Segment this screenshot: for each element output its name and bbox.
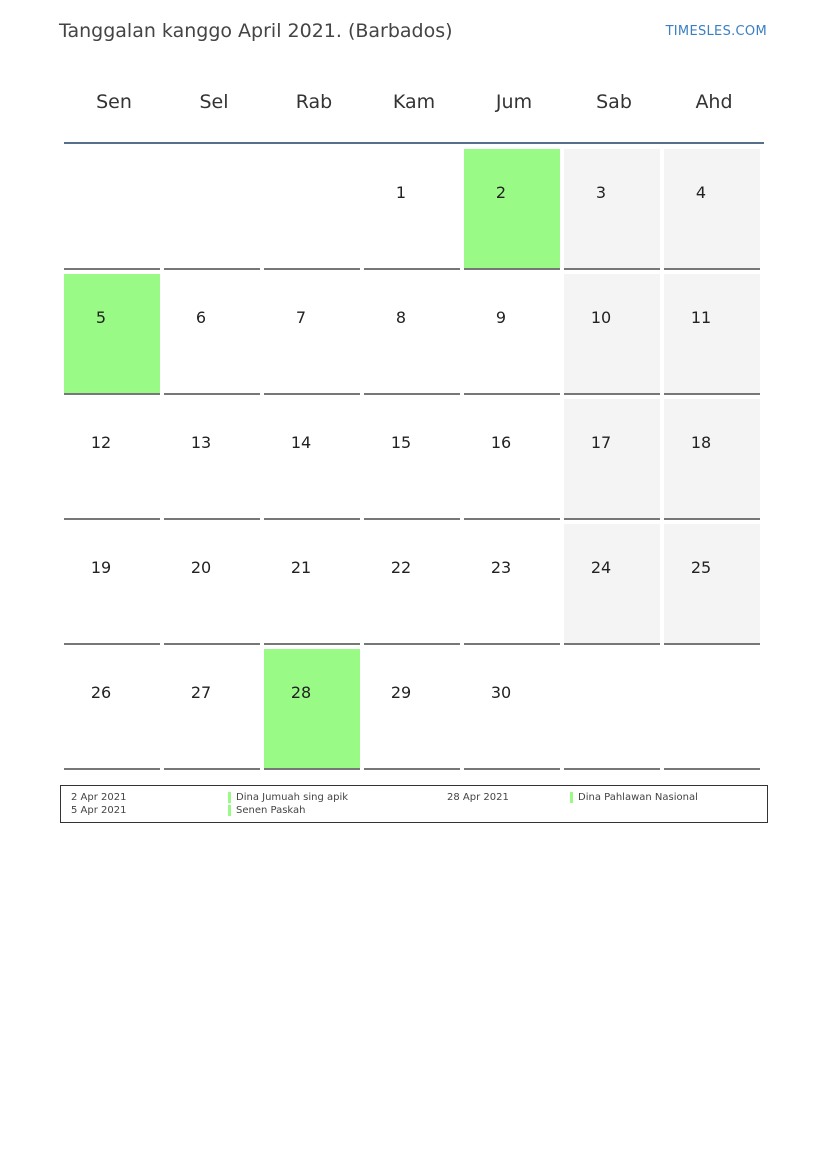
weekday-thu: Kam (392, 91, 436, 113)
legend-date-1: 2 Apr 2021 (71, 792, 127, 803)
weekday-header (64, 88, 764, 144)
day-number: 6 (195, 308, 207, 327)
day-number: 30 (490, 683, 512, 702)
day-number: 7 (295, 308, 307, 327)
day-number: 9 (495, 308, 507, 327)
empty-day-cell (664, 649, 760, 770)
legend-date-2: 5 Apr 2021 (71, 805, 127, 816)
day-cell[interactable] (364, 399, 460, 520)
day-cell[interactable] (564, 524, 660, 645)
day-cell[interactable] (564, 399, 660, 520)
legend-marker-3 (570, 792, 573, 803)
day-cell[interactable] (164, 649, 260, 770)
day-cell[interactable] (664, 524, 760, 645)
holiday-day-cell[interactable] (64, 274, 160, 395)
brand-link[interactable]: TIMESLES.COM (665, 24, 767, 39)
holiday-day-cell[interactable] (464, 149, 560, 270)
day-cell[interactable] (464, 524, 560, 645)
day-number: 5 (95, 308, 107, 327)
day-cell[interactable] (664, 149, 760, 270)
day-cell[interactable] (264, 399, 360, 520)
day-number: 24 (590, 558, 612, 577)
day-cell[interactable] (464, 649, 560, 770)
day-cell[interactable] (64, 524, 160, 645)
day-number: 26 (90, 683, 112, 702)
weekday-sun: Ahd (695, 91, 733, 113)
holiday-legend (60, 785, 768, 823)
day-cell[interactable] (664, 274, 760, 395)
day-cell[interactable] (64, 649, 160, 770)
day-cell[interactable] (364, 274, 460, 395)
day-cell[interactable] (664, 399, 760, 520)
day-cell[interactable] (364, 524, 460, 645)
empty-day-cell (564, 649, 660, 770)
day-cell[interactable] (264, 274, 360, 395)
day-cell[interactable] (364, 649, 460, 770)
weekday-fri: Jum (495, 91, 533, 113)
day-cell[interactable] (264, 524, 360, 645)
day-cell[interactable] (464, 399, 560, 520)
weekday-sat: Sab (596, 91, 632, 113)
day-number: 27 (190, 683, 212, 702)
day-number: 17 (590, 433, 612, 452)
day-cell[interactable] (164, 399, 260, 520)
day-number: 1 (395, 183, 407, 202)
day-number: 10 (590, 308, 612, 327)
day-number: 19 (90, 558, 112, 577)
day-number: 25 (690, 558, 712, 577)
day-cell[interactable] (164, 274, 260, 395)
empty-day-cell (164, 149, 260, 270)
day-number: 23 (490, 558, 512, 577)
day-number: 22 (390, 558, 412, 577)
weekday-tue: Sel (199, 91, 229, 113)
legend-date-3: 28 Apr 2021 (447, 792, 509, 803)
day-number: 18 (690, 433, 712, 452)
day-cell[interactable] (64, 399, 160, 520)
day-number: 20 (190, 558, 212, 577)
day-number: 21 (290, 558, 312, 577)
day-number: 29 (390, 683, 412, 702)
empty-day-cell (64, 149, 160, 270)
day-number: 2 (495, 183, 507, 202)
day-number: 4 (695, 183, 707, 202)
legend-name-3: Dina Pahlawan Nasional (578, 792, 698, 803)
day-cell[interactable] (164, 524, 260, 645)
day-number: 12 (90, 433, 112, 452)
weekday-wed: Rab (295, 91, 333, 113)
day-number: 8 (395, 308, 407, 327)
day-number: 15 (390, 433, 412, 452)
day-number: 11 (690, 308, 712, 327)
page-title: Tanggalan kanggo April 2021. (Barbados) (59, 20, 453, 42)
empty-day-cell (264, 149, 360, 270)
day-number: 16 (490, 433, 512, 452)
legend-marker-1 (228, 792, 231, 803)
day-number: 3 (595, 183, 607, 202)
day-number: 14 (290, 433, 312, 452)
day-cell[interactable] (464, 274, 560, 395)
day-cell[interactable] (364, 149, 460, 270)
legend-name-1: Dina Jumuah sing apik (236, 792, 349, 803)
calendar-grid (64, 149, 764, 770)
legend-name-2: Senen Paskah (236, 805, 306, 816)
legend-marker-2 (228, 805, 231, 816)
day-number: 13 (190, 433, 212, 452)
holiday-day-cell[interactable] (264, 649, 360, 770)
day-number: 28 (290, 683, 312, 702)
weekday-mon: Sen (96, 91, 132, 113)
day-cell[interactable] (564, 149, 660, 270)
day-cell[interactable] (564, 274, 660, 395)
